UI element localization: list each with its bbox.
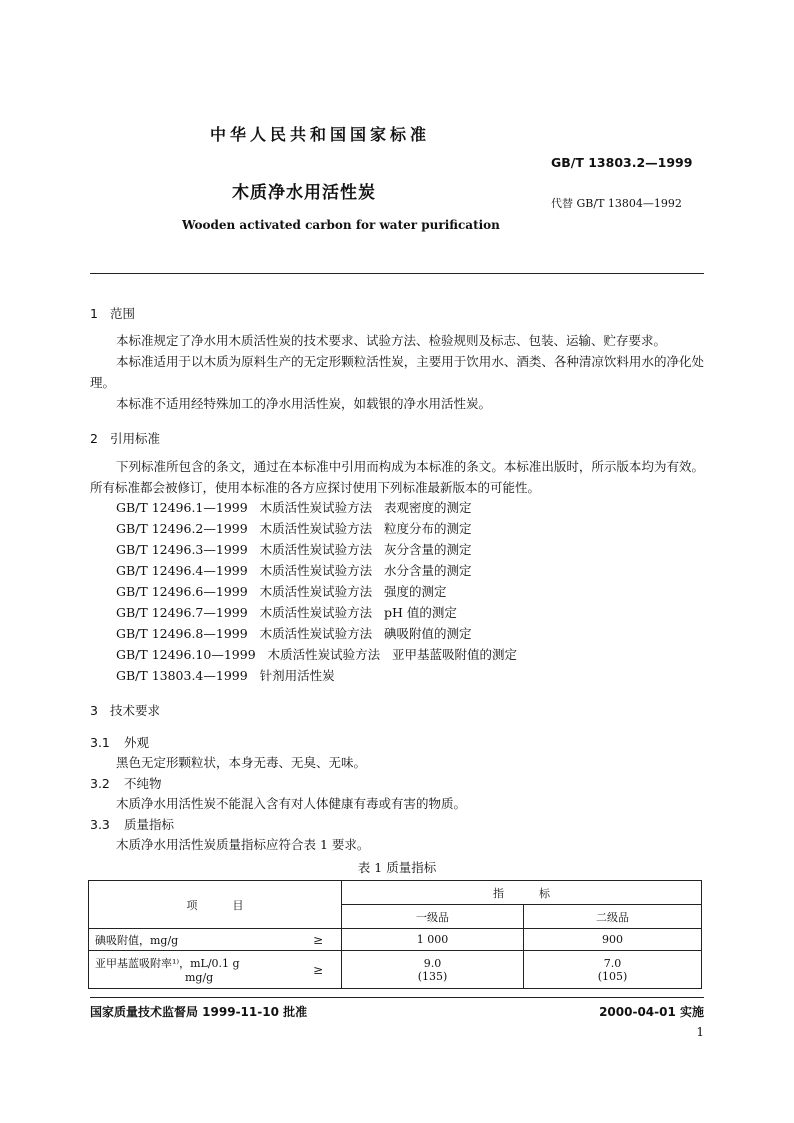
table-header-grade2: 二级品 [524, 905, 702, 929]
section-number: 2 [90, 431, 98, 446]
reference-item: GB/T 12496.3—1999 木质活性炭试验方法 灰分含量的测定 [116, 542, 472, 557]
standard-number: GB/T 13803.2—1999 [551, 155, 693, 170]
table-cell-grade2 [524, 951, 702, 989]
table-cell-item [89, 951, 342, 989]
section-2-para-1: 下列标准所包含的条文，通过在本标准中引用而构成为本标准的条文。本标准出版时，所示版本均为有效。所有标准都会被修订，使用本标准的各方应探讨使用下列标准最新版本的可能性。 [90, 459, 704, 495]
footer-rule [90, 997, 704, 998]
section-title: 范围 [110, 306, 136, 321]
header-rule [90, 273, 704, 274]
subsection-3-2-text: 木质净水用活性炭不能混入含有对人体健康有毒或有害的物质。 [116, 796, 467, 811]
table-row [89, 929, 702, 951]
section-title: 引用标准 [110, 431, 161, 446]
table-header-index: 指 标 [342, 881, 702, 905]
value-secondary: (135) [417, 969, 448, 983]
english-title: Wooden activated carbon for water purification [182, 218, 500, 232]
ge-symbol: ≥ [312, 932, 323, 947]
section-1-para-1: 本标准规定了净水用木质活性炭的技术要求、试验方法、检验规则及标志、包装、运输、贮存要求。 [116, 333, 667, 348]
value-secondary: (105) [597, 969, 628, 983]
reference-item: GB/T 12496.4—1999 木质活性炭试验方法 水分含量的测定 [116, 563, 472, 578]
table-header-grade1: 一级品 [342, 905, 524, 929]
table-row [89, 951, 702, 989]
table-cell-grade1 [342, 951, 524, 989]
reference-item: GB/T 12496.7—1999 木质活性炭试验方法 pH 值的测定 [116, 605, 457, 620]
ge-symbol: ≥ [312, 962, 323, 977]
section-number: 1 [90, 306, 98, 321]
subsection-3-1-text: 黑色无定形颗粒状，本身无毒、无臭、无味。 [116, 755, 367, 770]
table-header-item: 项 目 [89, 881, 342, 929]
item-label: 碘吸附值，mg/g [95, 933, 179, 947]
reference-item: GB/T 12496.2—1999 木质活性炭试验方法 粒度分布的测定 [116, 521, 472, 536]
reference-item: GB/T 12496.6—1999 木质活性炭试验方法 强度的测定 [116, 584, 447, 599]
subsection-3-2-heading [90, 774, 162, 792]
section-2-heading [90, 429, 160, 447]
national-standard-heading: 中华人民共和国国家标准 [209, 125, 430, 144]
implementation-date: 2000-04-01 实施 [599, 1005, 704, 1019]
subsection-title: 质量指标 [124, 817, 175, 832]
subsection-3-1-heading [90, 733, 149, 751]
item-label-line1: 亚甲基蓝吸附率¹⁾，mL/0.1 g [95, 957, 240, 970]
replaces-standard: 代替 GB/T 13804—1992 [551, 197, 682, 210]
section-3-heading [90, 701, 160, 719]
approval-info: 国家质量技术监督局 1999-11-10 批准 [90, 1005, 308, 1019]
subsection-3-3-heading [90, 815, 174, 833]
subsection-number: 3.3 [90, 817, 110, 832]
reference-item: GB/T 12496.8—1999 木质活性炭试验方法 碘吸附值的测定 [116, 626, 472, 641]
subsection-title: 不纯物 [124, 776, 162, 791]
section-title: 技术要求 [110, 703, 161, 718]
subsection-3-3-text: 木质净水用活性炭质量指标应符合表 1 要求。 [116, 837, 370, 852]
item-label-line2: mg/g [185, 971, 214, 984]
reference-item: GB/T 12496.1—1999 木质活性炭试验方法 表观密度的测定 [116, 500, 472, 515]
section-1-heading [90, 304, 135, 322]
section-1-para-2: 本标准适用于以木质为原料生产的无定形颗粒活性炭，主要用于饮用水、酒类、各种清凉饮料用水的净化处理。 [90, 354, 704, 390]
document-title: 木质净水用活性炭 [232, 183, 376, 203]
subsection-number: 3.1 [90, 735, 110, 750]
quality-index-table [88, 880, 702, 989]
table-caption: 表 1 质量指标 [357, 860, 437, 875]
value-primary: 9.0 [423, 956, 442, 970]
value-primary: 7.0 [603, 956, 622, 970]
section-number: 3 [90, 703, 98, 718]
page-number: 1 [696, 1025, 704, 1039]
table-cell-grade1: 1 000 [342, 929, 524, 951]
table-cell-item [89, 929, 342, 951]
subsection-number: 3.2 [90, 776, 110, 791]
section-1-para-3: 本标准不适用经特殊加工的净水用活性炭，如载银的净水用活性炭。 [116, 396, 492, 411]
table-cell-grade2: 900 [524, 929, 702, 951]
subsection-title: 外观 [124, 735, 150, 750]
reference-item: GB/T 13803.4—1999 针剂用活性炭 [116, 668, 335, 683]
reference-item: GB/T 12496.10—1999 木质活性炭试验方法 亚甲基蓝吸附值的测定 [116, 647, 517, 662]
